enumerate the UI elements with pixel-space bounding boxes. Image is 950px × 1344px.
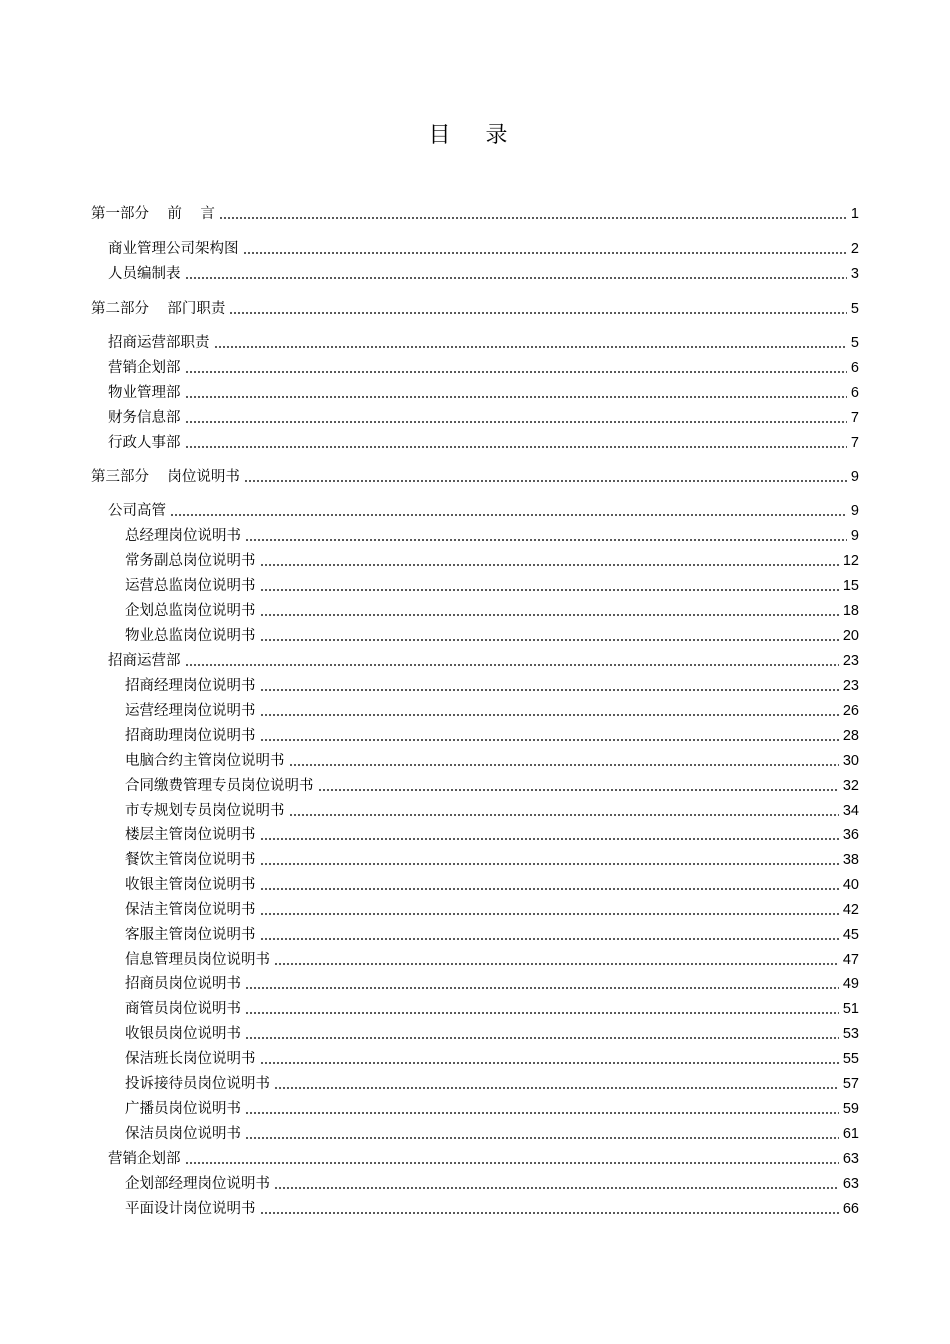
dot-leader — [245, 987, 839, 989]
toc-entry-label: 楼层主管岗位说明书 — [125, 827, 256, 843]
toc-entry[interactable] — [91, 797, 859, 819]
toc-entry[interactable] — [91, 722, 859, 744]
dot-leader — [245, 1012, 839, 1014]
toc-entry-label: 客服主管岗位说明书 — [125, 927, 256, 943]
toc-entry[interactable] — [91, 1095, 859, 1117]
toc-entry-label: 财务信息部 — [108, 410, 181, 426]
toc-entry-label: 运营经理岗位说明书 — [125, 703, 256, 719]
dot-leader — [260, 938, 839, 940]
toc-entry-page-number: 9 — [850, 469, 859, 485]
toc-entry-label: 招商助理岗位说明书 — [125, 728, 256, 744]
dot-leader — [185, 421, 847, 423]
page-title: 目 录 — [428, 123, 522, 148]
dot-leader — [245, 1112, 839, 1114]
toc-entry[interactable] — [91, 672, 859, 694]
dot-leader — [185, 1162, 839, 1164]
toc-entry-page-number: 63 — [842, 1176, 859, 1192]
dot-leader — [260, 739, 839, 741]
toc-entry[interactable] — [91, 260, 859, 282]
toc-entry[interactable] — [91, 404, 859, 426]
dot-leader — [260, 564, 839, 566]
toc-entry-label: 物业管理部 — [108, 385, 181, 401]
toc-entry[interactable] — [91, 921, 859, 943]
toc-entry-label: 商业管理公司架构图 — [108, 241, 239, 257]
toc-entry-label: 公司高管 — [108, 503, 166, 519]
toc-entry-label: 招商运营部职责 — [108, 335, 210, 351]
toc-entry[interactable] — [91, 896, 859, 918]
toc-entry-label: 收银主管岗位说明书 — [125, 877, 256, 893]
dot-leader — [245, 539, 847, 541]
dot-leader — [219, 217, 847, 219]
toc-entry-label: 收银员岗位说明书 — [125, 1026, 241, 1042]
toc-entry-label: 运营总监岗位说明书 — [125, 578, 256, 594]
dot-leader — [185, 277, 847, 279]
toc-entry-page-number: 23 — [842, 653, 859, 669]
toc-entry-label: 招商员岗位说明书 — [125, 976, 241, 992]
dot-leader — [260, 1212, 839, 1214]
toc-entry[interactable] — [91, 522, 859, 544]
toc-entry-label: 餐饮主管岗位说明书 — [125, 852, 256, 868]
dot-leader — [185, 396, 847, 398]
toc-entry-page-number: 15 — [842, 578, 859, 594]
toc-entry-page-number: 66 — [842, 1201, 859, 1217]
dot-leader — [243, 252, 847, 254]
toc-entry-label: 商管员岗位说明书 — [125, 1001, 241, 1017]
toc-entry[interactable] — [91, 572, 859, 594]
toc-entry[interactable] — [91, 354, 859, 376]
toc-entry-page-number: 6 — [850, 385, 859, 401]
toc-entry-label: 电脑合约主管岗位说明书 — [125, 753, 285, 769]
toc-entry-label: 营销企划部 — [108, 360, 181, 376]
toc-entry-page-number: 7 — [850, 410, 859, 426]
toc-entry-page-number: 34 — [842, 803, 859, 819]
toc-entry-page-number: 49 — [842, 976, 859, 992]
dot-leader — [289, 764, 839, 766]
toc-entry[interactable] — [91, 970, 859, 992]
dot-leader — [274, 1087, 839, 1089]
toc-entry-page-number: 30 — [842, 753, 859, 769]
toc-entry-label: 物业总监岗位说明书 — [125, 628, 256, 644]
toc-entry[interactable] — [91, 647, 859, 669]
toc-entry-page-number: 2 — [850, 241, 859, 257]
toc-entry-page-number: 26 — [842, 703, 859, 719]
toc-entry-label: 合同缴费管理专员岗位说明书 — [125, 778, 314, 794]
toc-entry-label: 企划部经理岗位说明书 — [125, 1176, 270, 1192]
toc-entry[interactable] — [91, 995, 859, 1017]
toc-entry-page-number: 12 — [842, 553, 859, 569]
toc-entry-page-number: 32 — [842, 778, 859, 794]
dot-leader — [260, 888, 839, 890]
toc-entry[interactable] — [91, 697, 859, 719]
dot-leader — [185, 664, 839, 666]
toc-entry-page-number: 40 — [842, 877, 859, 893]
dot-leader — [289, 814, 839, 816]
toc-entry[interactable] — [91, 1170, 859, 1192]
toc-entry[interactable] — [91, 946, 859, 968]
toc-entry-label: 投诉接待员岗位说明书 — [125, 1076, 270, 1092]
dot-leader — [260, 1062, 839, 1064]
toc-entry[interactable] — [91, 1195, 859, 1217]
dot-leader — [245, 1137, 839, 1139]
dot-leader — [260, 714, 839, 716]
toc-entry-page-number: 18 — [842, 603, 859, 619]
dot-leader — [245, 1037, 839, 1039]
toc-entry-page-number: 63 — [842, 1151, 859, 1167]
toc-entry-label: 企划总监岗位说明书 — [125, 603, 256, 619]
toc-entry[interactable] — [91, 772, 859, 794]
toc-entry[interactable] — [91, 463, 859, 485]
toc-entry-page-number: 57 — [842, 1076, 859, 1092]
toc-entry-page-number: 45 — [842, 927, 859, 943]
toc-entry-page-number: 38 — [842, 852, 859, 868]
toc-entry-label: 招商运营部 — [108, 653, 181, 669]
toc-entry[interactable] — [91, 1120, 859, 1142]
toc-entry-label: 广播员岗位说明书 — [125, 1101, 241, 1117]
toc-entry[interactable] — [91, 1070, 859, 1092]
toc-entry-page-number: 53 — [842, 1026, 859, 1042]
toc-entry[interactable] — [91, 597, 859, 619]
toc-entry-page-number: 5 — [850, 301, 859, 317]
toc-entry[interactable] — [91, 821, 859, 843]
toc-entry-label: 市专规划专员岗位说明书 — [125, 803, 285, 819]
dot-leader — [170, 514, 847, 516]
toc-entry-page-number: 59 — [842, 1101, 859, 1117]
dot-leader — [274, 1187, 839, 1189]
dot-leader — [229, 312, 846, 314]
toc-entry[interactable] — [91, 846, 859, 868]
toc-entry-page-number: 7 — [850, 435, 859, 451]
toc-entry-page-number: 61 — [842, 1126, 859, 1142]
dot-leader — [260, 838, 839, 840]
toc-entry-label: 第一部分 前 言 — [91, 206, 215, 222]
toc-entry-label: 信息管理员岗位说明书 — [125, 952, 270, 968]
toc-entry-page-number: 51 — [842, 1001, 859, 1017]
toc-entry-page-number: 55 — [842, 1051, 859, 1067]
toc-entry[interactable] — [91, 871, 859, 893]
toc-entry[interactable] — [91, 379, 859, 401]
toc-entry[interactable] — [91, 497, 859, 519]
toc-entry-label: 人员编制表 — [108, 266, 181, 282]
dot-leader — [260, 614, 839, 616]
toc-entry-label: 行政人事部 — [108, 435, 181, 451]
toc-entry-page-number: 20 — [842, 628, 859, 644]
dot-leader — [318, 789, 839, 791]
toc-entry-page-number: 36 — [842, 827, 859, 843]
toc-entry-page-number: 9 — [850, 503, 859, 519]
dot-leader — [260, 913, 839, 915]
toc-entry-label: 第二部分 部门职责 — [91, 301, 226, 317]
toc-entry-label: 营销企划部 — [108, 1151, 181, 1167]
toc-entry-page-number: 47 — [842, 952, 859, 968]
toc-entry-page-number: 28 — [842, 728, 859, 744]
toc-entry[interactable] — [91, 429, 859, 451]
toc-entry-page-number: 3 — [850, 266, 859, 282]
toc-entry-page-number: 23 — [842, 678, 859, 694]
toc-entry[interactable] — [91, 1045, 859, 1067]
toc-entry-page-number: 5 — [850, 335, 859, 351]
toc-entry[interactable] — [91, 295, 859, 317]
dot-leader — [260, 689, 839, 691]
toc-entry-page-number: 42 — [842, 902, 859, 918]
toc-entry-label: 第三部分 岗位说明书 — [91, 469, 240, 485]
toc-entry-label: 保洁员岗位说明书 — [125, 1126, 241, 1142]
toc-entry-page-number: 6 — [850, 360, 859, 376]
toc-entry[interactable] — [91, 1145, 859, 1167]
dot-leader — [274, 963, 839, 965]
dot-leader — [214, 346, 847, 348]
toc-entry-label: 保洁班长岗位说明书 — [125, 1051, 256, 1067]
dot-leader — [185, 371, 847, 373]
toc-entry[interactable] — [91, 235, 859, 257]
toc-entry-page-number: 1 — [850, 206, 859, 222]
toc-entry[interactable] — [91, 747, 859, 769]
toc-entry[interactable] — [91, 1020, 859, 1042]
dot-leader — [244, 480, 847, 482]
toc-entry-label: 总经理岗位说明书 — [125, 528, 241, 544]
toc-entry-label: 平面设计岗位说明书 — [125, 1201, 256, 1217]
dot-leader — [260, 589, 839, 591]
toc-entry[interactable] — [91, 200, 859, 222]
dot-leader — [185, 446, 847, 448]
toc-entry-page-number: 9 — [850, 528, 859, 544]
toc-entry-label: 招商经理岗位说明书 — [125, 678, 256, 694]
toc-entry[interactable] — [91, 329, 859, 351]
dot-leader — [260, 863, 839, 865]
toc-entry-label: 保洁主管岗位说明书 — [125, 902, 256, 918]
toc-entry[interactable] — [91, 547, 859, 569]
toc-entry[interactable] — [91, 622, 859, 644]
toc-entry-label: 常务副总岗位说明书 — [125, 553, 256, 569]
dot-leader — [260, 639, 839, 641]
